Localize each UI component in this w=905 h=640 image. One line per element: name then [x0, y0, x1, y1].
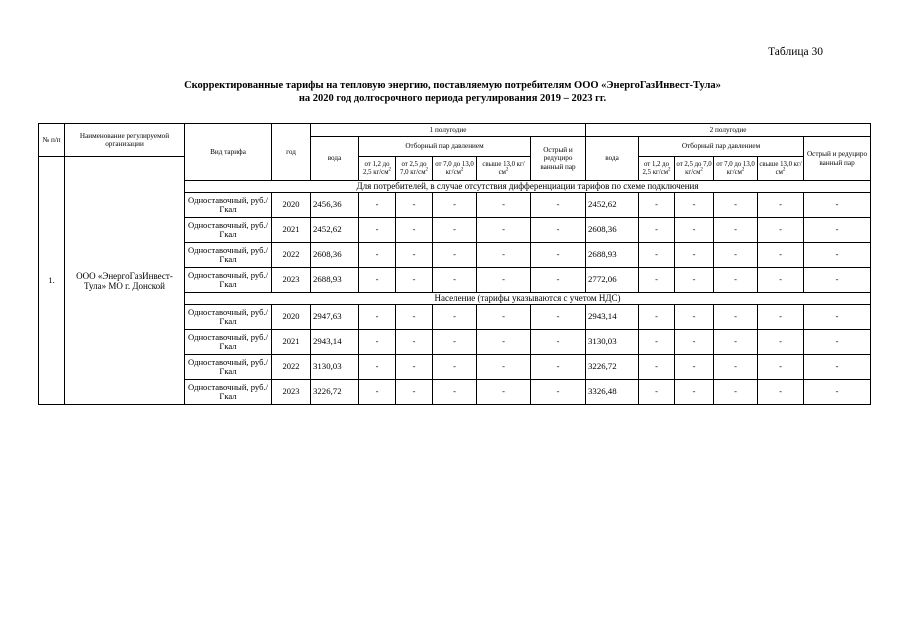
header-org: Наименование регулируемой организации [65, 124, 185, 157]
empty-cell: - [433, 380, 477, 405]
tariff-type-cell: Одноставочный, руб./Гкал [185, 355, 272, 380]
empty-cell: - [675, 243, 714, 268]
empty-cell: - [804, 305, 871, 330]
header-half-2: 2 полугодие [586, 124, 871, 137]
row-number: 1. [39, 157, 65, 405]
water-h2-cell: 2943,14 [586, 305, 639, 330]
empty-cell: - [477, 380, 531, 405]
empty-cell: - [433, 193, 477, 218]
header-p3-h2: от 7,0 до 13,0 $кг/см^2$ [714, 157, 758, 181]
empty-cell: - [396, 218, 433, 243]
title-line-1: Скорректированные тарифы на тепловую энергию, поставляемую потребителям ООО «ЭнергоГазИнвест-Тула» [184, 80, 721, 91]
empty-cell: - [675, 218, 714, 243]
header-sharp-steam-h2: Острый и редуциро ванный пар [804, 137, 871, 181]
title-line-2: на 2020 год долгосрочного периода регулирования 2019 – 2023 гг. [298, 93, 607, 104]
empty-cell: - [359, 243, 396, 268]
empty-cell: - [359, 305, 396, 330]
year-cell: 2022 [272, 355, 311, 380]
header-half-1: 1 полугодие [311, 124, 586, 137]
header-water-h2: вода [586, 137, 639, 181]
tariff-table [38, 123, 871, 405]
water-h2-cell: 2772,06 [586, 268, 639, 293]
empty-cell: - [714, 243, 758, 268]
empty-cell: - [396, 305, 433, 330]
tariff-type-cell: Одноставочный, руб./Гкал [185, 268, 272, 293]
water-h2-cell: 3130,03 [586, 330, 639, 355]
document-title [40, 79, 865, 105]
empty-cell: - [433, 243, 477, 268]
water-h2-cell: 3326,48 [586, 380, 639, 405]
empty-cell: - [477, 218, 531, 243]
empty-cell: - [477, 355, 531, 380]
empty-cell: - [714, 218, 758, 243]
empty-cell: - [359, 380, 396, 405]
water-h1-cell: 2943,14 [311, 330, 359, 355]
empty-cell: - [359, 355, 396, 380]
year-cell: 2020 [272, 305, 311, 330]
water-h2-cell: 2452,62 [586, 193, 639, 218]
empty-cell: - [531, 330, 586, 355]
header-p1-h1: от 1,2 до 2,5 $кг/см^2$ [359, 157, 396, 181]
empty-cell: - [804, 355, 871, 380]
tariff-type-cell: Одноставочный, руб./Гкал [185, 305, 272, 330]
empty-cell: - [433, 268, 477, 293]
empty-cell: - [714, 355, 758, 380]
year-cell: 2021 [272, 330, 311, 355]
year-cell: 2022 [272, 243, 311, 268]
empty-cell: - [758, 330, 804, 355]
empty-cell: - [804, 193, 871, 218]
year-cell: 2023 [272, 268, 311, 293]
water-h1-cell: 2947,63 [311, 305, 359, 330]
empty-cell: - [531, 218, 586, 243]
empty-cell: - [477, 305, 531, 330]
water-h1-cell: 3130,03 [311, 355, 359, 380]
tariff-type-cell: Одноставочный, руб./Гкал [185, 330, 272, 355]
empty-cell: - [639, 218, 675, 243]
empty-cell: - [714, 305, 758, 330]
water-h2-cell: 2608,36 [586, 218, 639, 243]
year-cell: 2021 [272, 218, 311, 243]
empty-cell: - [531, 243, 586, 268]
year-cell: 2020 [272, 193, 311, 218]
empty-cell: - [433, 218, 477, 243]
empty-cell: - [675, 355, 714, 380]
empty-cell: - [531, 305, 586, 330]
empty-cell: - [359, 218, 396, 243]
empty-cell: - [396, 243, 433, 268]
empty-cell: - [531, 355, 586, 380]
empty-cell: - [675, 380, 714, 405]
header-p4-h2: свыше 13,0 $кг/см^2$ [758, 157, 804, 181]
water-h2-cell: 2688,93 [586, 243, 639, 268]
empty-cell: - [396, 355, 433, 380]
empty-cell: - [477, 268, 531, 293]
empty-cell: - [639, 268, 675, 293]
empty-cell: - [675, 330, 714, 355]
empty-cell: - [359, 268, 396, 293]
section-title: Для потребителей, в случае отсутствия дифференциации тарифов по схеме подключения [185, 181, 871, 193]
empty-cell: - [531, 268, 586, 293]
year-cell: 2023 [272, 380, 311, 405]
empty-cell: - [477, 193, 531, 218]
header-num: № п/п [39, 124, 65, 157]
water-h1-cell: 2688,93 [311, 268, 359, 293]
empty-cell: - [758, 193, 804, 218]
empty-cell: - [359, 193, 396, 218]
empty-cell: - [531, 380, 586, 405]
empty-cell: - [714, 380, 758, 405]
empty-cell: - [639, 355, 675, 380]
empty-cell: - [758, 305, 804, 330]
empty-cell: - [359, 330, 396, 355]
empty-cell: - [477, 330, 531, 355]
water-h1-cell: 2452,62 [311, 218, 359, 243]
header-steam-h1: Отборный пар давлением [359, 137, 531, 157]
empty-cell: - [675, 268, 714, 293]
water-h1-cell: 3226,72 [311, 380, 359, 405]
empty-cell: - [758, 218, 804, 243]
water-h2-cell: 3226,72 [586, 355, 639, 380]
tariff-type-cell: Одноставочный, руб./Гкал [185, 380, 272, 405]
tariff-type-cell: Одноставочный, руб./Гкал [185, 243, 272, 268]
empty-cell: - [758, 380, 804, 405]
empty-cell: - [639, 305, 675, 330]
header-water-h1: вода [311, 137, 359, 181]
empty-cell: - [531, 193, 586, 218]
empty-cell: - [758, 268, 804, 293]
header-p4-h1: свыше 13,0 $кг/см^2$ [477, 157, 531, 181]
empty-cell: - [639, 193, 675, 218]
header-p2-h1: от 2,5 до 7,0 $кг/см^2$ [396, 157, 433, 181]
tariff-type-cell: Одноставочный, руб./Гкал [185, 193, 272, 218]
empty-cell: - [433, 330, 477, 355]
empty-cell: - [675, 193, 714, 218]
header-p2-h2: от 2,5 до 7,0 $кг/см^2$ [675, 157, 714, 181]
organization-name: ООО «ЭнергоГазИнвест-Тула» МО г. Донской [65, 157, 185, 405]
empty-cell: - [804, 218, 871, 243]
empty-cell: - [804, 380, 871, 405]
empty-cell: - [639, 243, 675, 268]
empty-cell: - [396, 380, 433, 405]
header-steam-h2: Отборный пар давлением [639, 137, 804, 157]
empty-cell: - [675, 305, 714, 330]
empty-cell: - [714, 268, 758, 293]
empty-cell: - [804, 330, 871, 355]
empty-cell: - [433, 305, 477, 330]
header-year: год [272, 124, 311, 181]
empty-cell: - [639, 380, 675, 405]
header-p3-h1: от 7,0 до 13,0 $кг/см^2$ [433, 157, 477, 181]
water-h1-cell: 2608,36 [311, 243, 359, 268]
empty-cell: - [477, 243, 531, 268]
empty-cell: - [396, 193, 433, 218]
header-sharp-steam-h1: Острый и редуциро ванный пар [531, 137, 586, 181]
header-tariff-type: Вид тарифа [185, 124, 272, 181]
empty-cell: - [804, 268, 871, 293]
empty-cell: - [396, 330, 433, 355]
empty-cell: - [714, 193, 758, 218]
empty-cell: - [758, 243, 804, 268]
empty-cell: - [396, 268, 433, 293]
header-p1-h2: от 1,2 до 2,5 $кг/см^2$ [639, 157, 675, 181]
water-h1-cell: 2456,36 [311, 193, 359, 218]
tariff-type-cell: Одноставочный, руб./Гкал [185, 218, 272, 243]
table-number: Таблица 30 [768, 46, 823, 58]
empty-cell: - [758, 355, 804, 380]
empty-cell: - [433, 355, 477, 380]
empty-cell: - [804, 243, 871, 268]
empty-cell: - [714, 330, 758, 355]
section-title: Население (тарифы указываются с учетом НДС) [185, 293, 871, 305]
empty-cell: - [639, 330, 675, 355]
